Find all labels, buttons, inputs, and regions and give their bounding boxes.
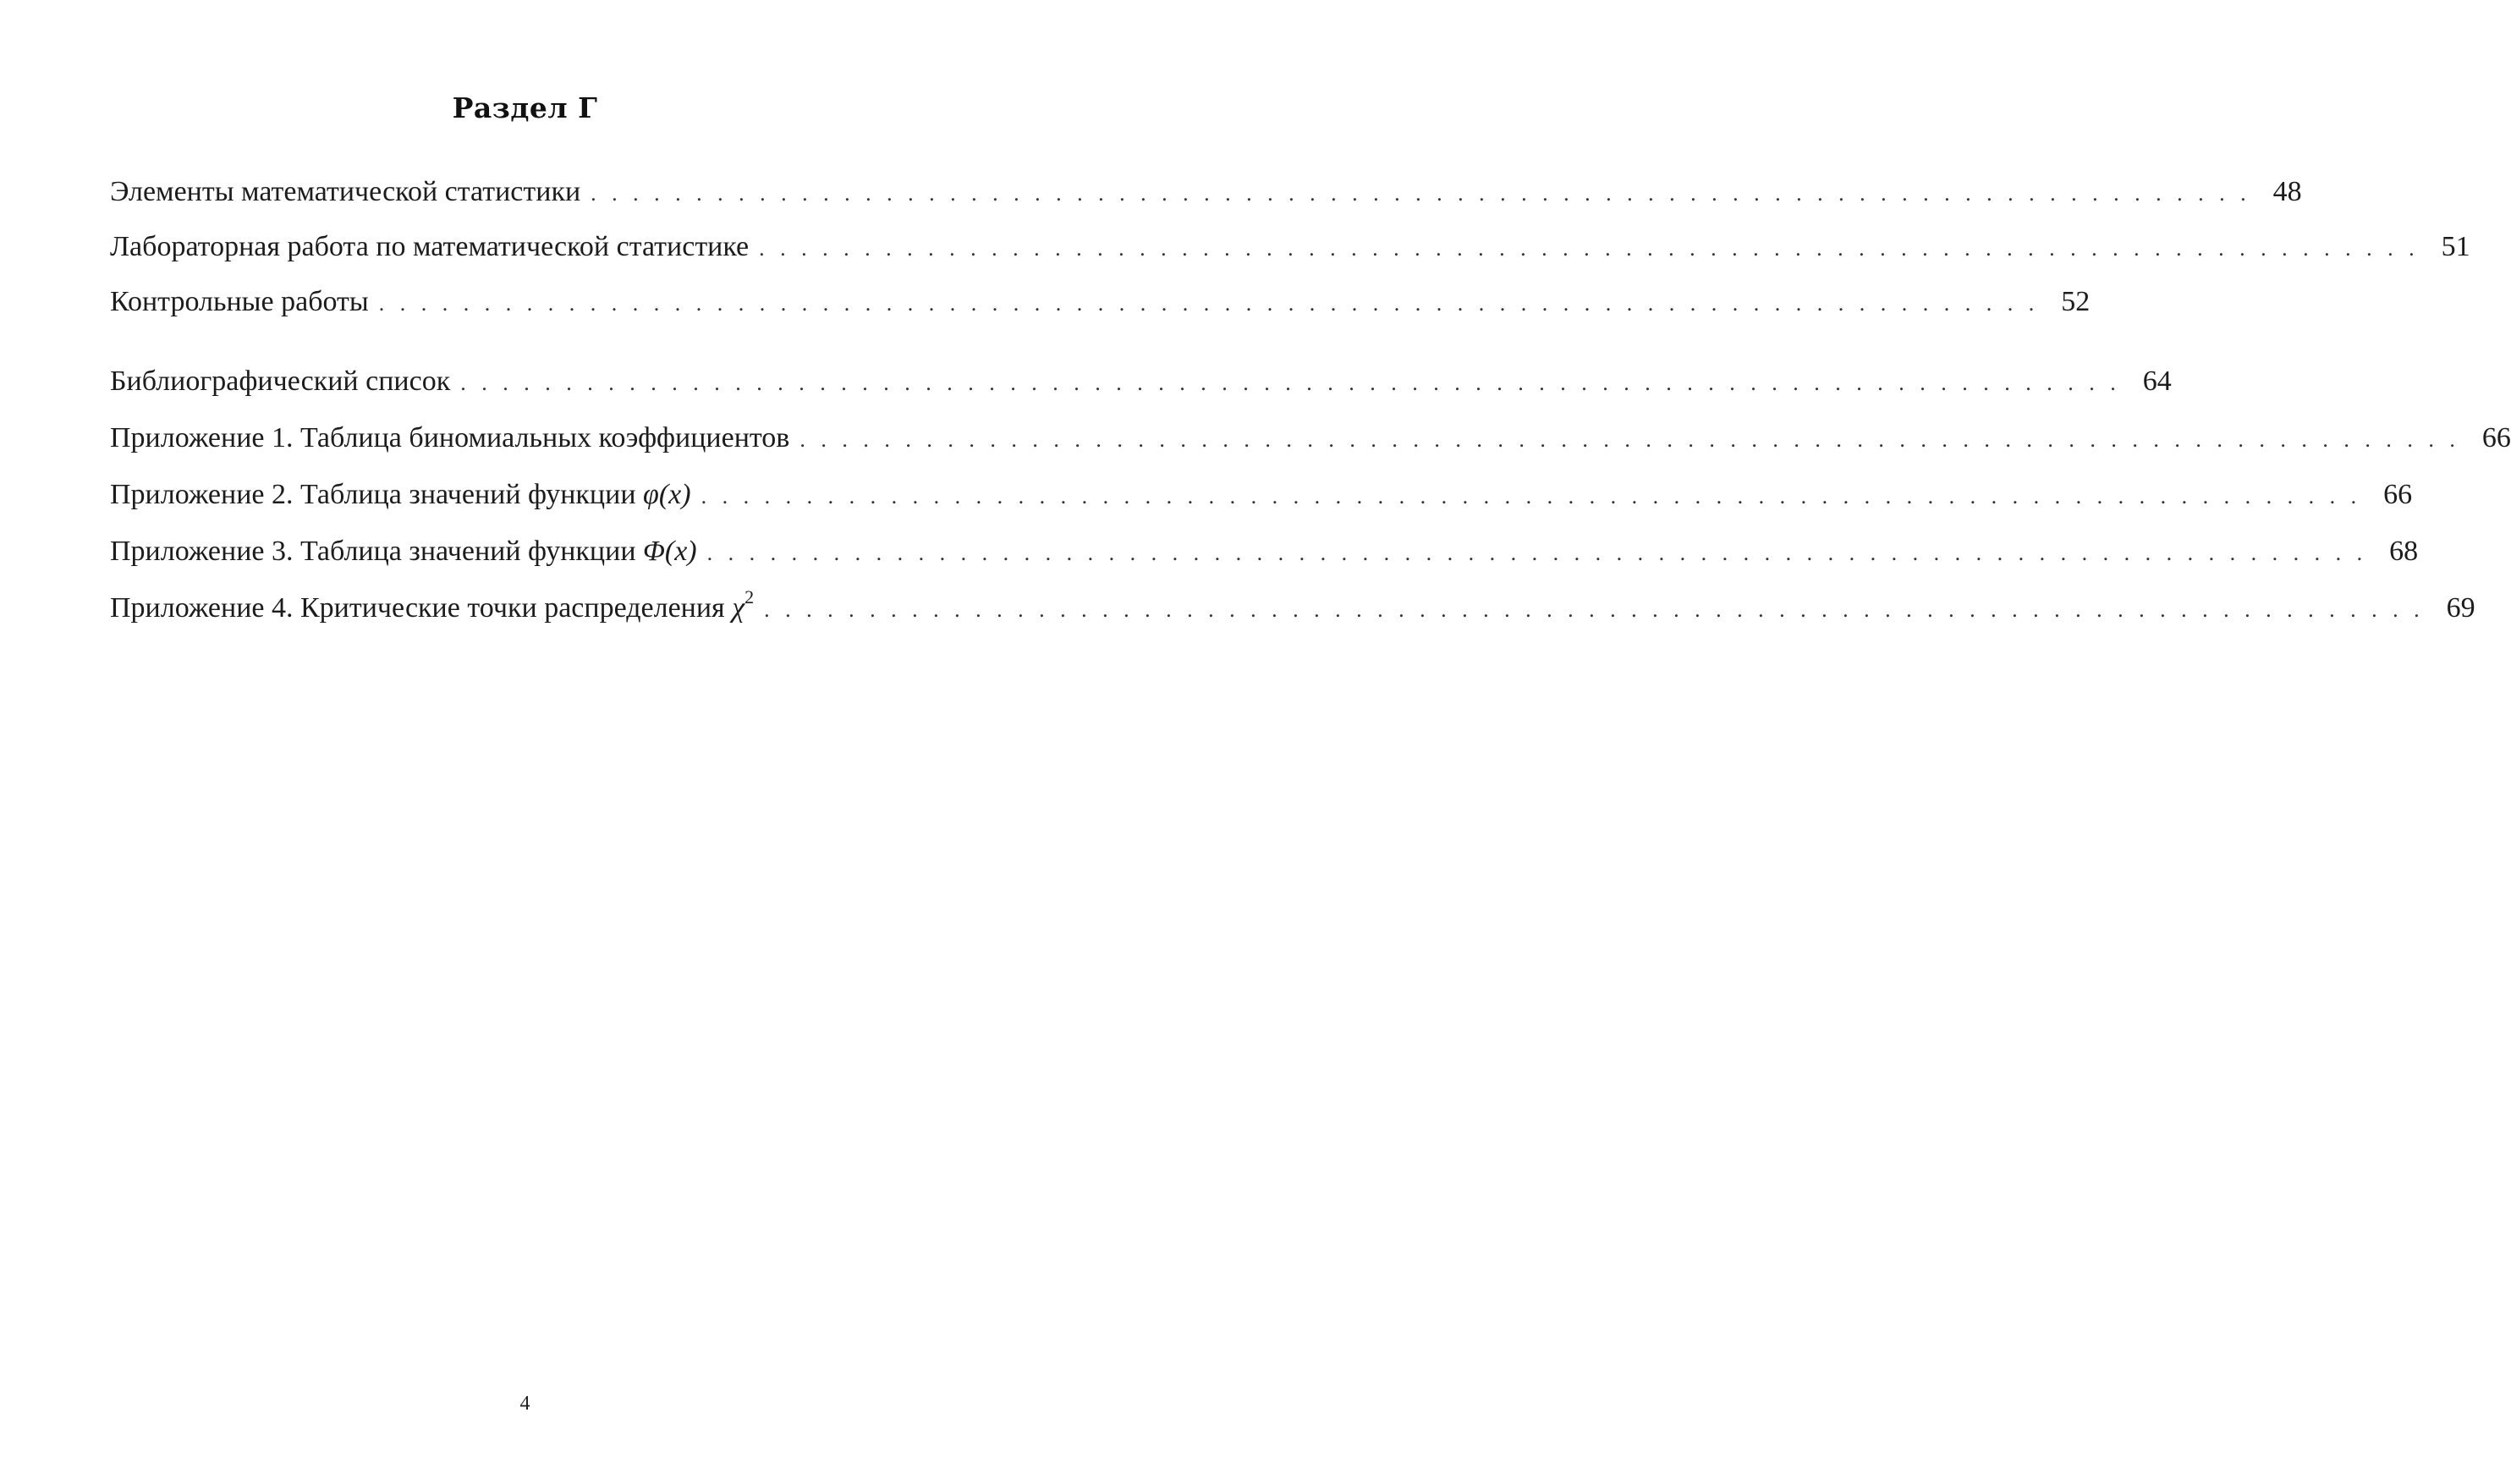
- toc-entry-label: Приложение 1. Таблица биномиальных коэффициентов: [110, 422, 790, 453]
- toc-entry-page: 66: [2383, 479, 2413, 510]
- math-chi: χ: [732, 592, 745, 624]
- toc-entry-page: 51: [2441, 231, 2470, 262]
- toc-entry[interactable]: [110, 475, 2413, 515]
- toc-entry[interactable]: [110, 282, 2091, 322]
- toc-entry-page: 52: [2061, 286, 2091, 317]
- toc-dot-leader: . . . . . . . . . . . . . . . . . . . . . . . . . . . . . . . . . . . . . . . . . . . . . . . . . . . . . . . . . . . . . . . . . . . . . . . . . . . . . . .: [591, 181, 2251, 206]
- toc-entry-page: 69: [2446, 592, 2475, 624]
- toc-entry[interactable]: [110, 531, 2419, 572]
- page-number: 4: [519, 1393, 530, 1415]
- toc-entry-text: Приложение 4. Критические точки распределения: [110, 592, 733, 624]
- toc-entry[interactable]: [110, 172, 2302, 212]
- toc-dot-leader: . . . . . . . . . . . . . . . . . . . . . . . . . . . . . . . . . . . . . . . . . . . . . . . . . . . . . . . . . . . . . . . . . . . . . . . . . . . . . . .: [759, 236, 2420, 261]
- toc-entry-text: Приложение 2. Таблица значений функции: [110, 479, 644, 510]
- toc-entry-label: Библиографический список: [110, 366, 451, 397]
- toc-entry-text: Приложение 3. Таблица значений функции: [110, 536, 644, 567]
- toc-entry[interactable]: [110, 227, 2470, 267]
- toc-dot-leader: . . . . . . . . . . . . . . . . . . . . . . . . . . . . . . . . . . . . . . . . . . . . . . . . . . . . . . . . . . . . . . . . . . . . . . . . . . . . . . .: [706, 541, 2368, 565]
- section-title: Раздел Г: [452, 91, 598, 124]
- toc-dot-leader: . . . . . . . . . . . . . . . . . . . . . . . . . . . . . . . . . . . . . . . . . . . . . . . . . . . . . . . . . . . . . . . . . . . . . . . . . . . . . . .: [764, 597, 2425, 622]
- toc-dot-leader: . . . . . . . . . . . . . . . . . . . . . . . . . . . . . . . . . . . . . . . . . . . . . . . . . . . . . . . . . . . . . . . . . . . . . . . . . . . . . . .: [799, 427, 2460, 452]
- toc-entry[interactable]: [110, 418, 2511, 459]
- toc-entry-label: [110, 531, 697, 572]
- toc-entry-page: 68: [2389, 536, 2419, 567]
- toc-entry-label: Элементы математической статистики: [110, 176, 581, 207]
- toc-dot-leader: . . . . . . . . . . . . . . . . . . . . . . . . . . . . . . . . . . . . . . . . . . . . . . . . . . . . . . . . . . . . . . . . . . . . . . . . . . . . . . .: [378, 291, 2040, 316]
- toc-entry-label: [110, 585, 755, 629]
- toc-dot-leader: . . . . . . . . . . . . . . . . . . . . . . . . . . . . . . . . . . . . . . . . . . . . . . . . . . . . . . . . . . . . . . . . . . . . . . . . . . . . . . .: [460, 371, 2121, 395]
- toc-entry-label: Лабораторная работа по математической статистике: [110, 231, 750, 262]
- toc-entry-label: [110, 475, 691, 515]
- math-superscript: 2: [745, 585, 755, 607]
- toc-entry-label: Контрольные работы: [110, 286, 369, 317]
- toc-dot-leader: . . . . . . . . . . . . . . . . . . . . . . . . . . . . . . . . . . . . . . . . . . . . . . . . . . . . . . . . . . . . . . . . . . . . . . . . . . . . . . .: [701, 484, 2362, 508]
- toc-entry-page: 48: [2272, 176, 2302, 207]
- math-phi-x: φ(x): [643, 479, 691, 510]
- toc-entry[interactable]: [110, 585, 2475, 629]
- math-capital-phi-x: Φ(x): [643, 536, 697, 567]
- toc-entry-page: 64: [2142, 366, 2172, 397]
- toc-entry-page: 66: [2481, 422, 2511, 453]
- toc-entry[interactable]: [110, 361, 2172, 402]
